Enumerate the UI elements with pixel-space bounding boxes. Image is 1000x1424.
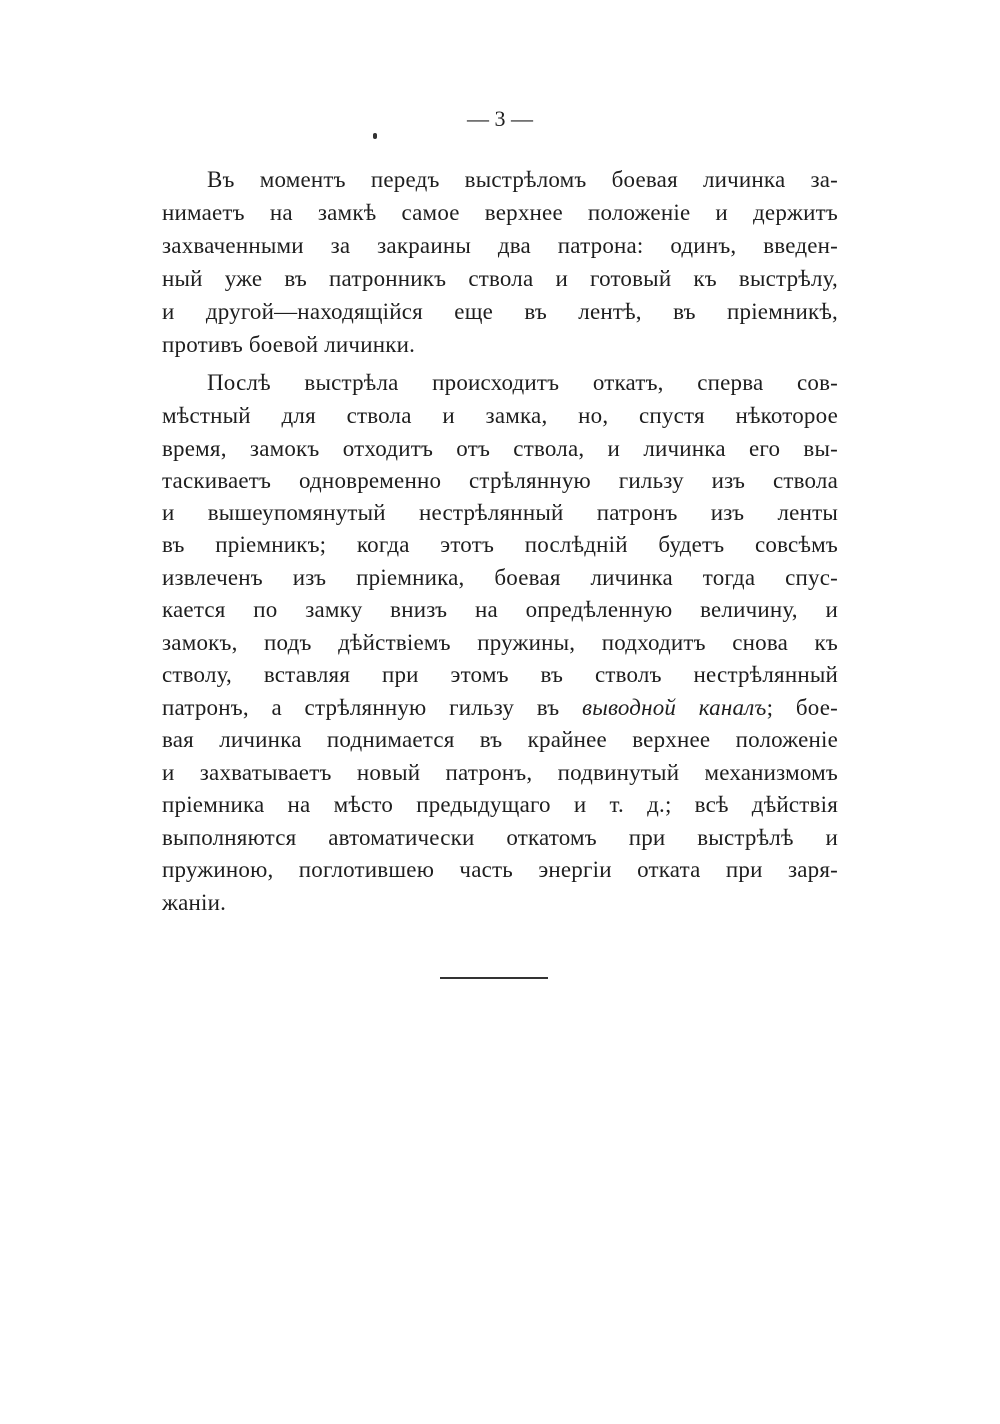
italic-term: выводной каналъ bbox=[582, 695, 767, 720]
text-line: Въ моментъ передъ выстрѣломъ боевая личинка за- bbox=[207, 167, 838, 192]
text-line: ный уже въ патронникъ ствола и готовый къ выстрѣлу, bbox=[162, 266, 838, 291]
text-line: мѣстный для ствола и замка, но, спустя нѣкоторое bbox=[162, 403, 838, 428]
end-rule bbox=[440, 977, 548, 979]
text-line: кается по замку внизъ на опредѣленную величину, и bbox=[162, 597, 838, 622]
text-line: и другой—находящійся еще въ лентѣ, въ пріемникѣ, bbox=[162, 299, 838, 324]
text-segment: патронъ, а стрѣлянную гильзу въ bbox=[162, 695, 583, 720]
text-line: жаніи. bbox=[162, 890, 227, 915]
text-segment: ; бое- bbox=[766, 695, 838, 720]
text-line: нимаетъ на замкѣ самое верхнее положеніе и держитъ bbox=[162, 200, 838, 225]
text-line: вая личинка поднимается въ крайнее верхнее положеніе bbox=[162, 727, 838, 752]
text-line bbox=[162, 693, 838, 723]
text-line: и вышеупомянутый нестрѣлянный патронъ изъ ленты bbox=[162, 500, 838, 525]
text-line: таскиваетъ одновременно стрѣлянную гильзу изъ ствола bbox=[162, 468, 838, 493]
text-line: въ пріемникъ; когда этотъ послѣдній будетъ совсѣмъ bbox=[162, 532, 838, 557]
page-number: — 3 — bbox=[467, 106, 533, 131]
text-line: и захватываетъ новый патронъ, подвинутый механизмомъ bbox=[162, 760, 838, 785]
text-line: захваченными за закраины два патрона: одинъ, введен- bbox=[162, 233, 838, 258]
text-line: извлеченъ изъ пріемника, боевая личинка тогда спус- bbox=[162, 565, 838, 590]
text-line: Послѣ выстрѣла происходитъ откатъ, сперва сов- bbox=[207, 370, 838, 395]
text-line: противъ боевой личинки. bbox=[162, 332, 416, 357]
text-line: стволу, вставляя при этомъ въ стволъ нестрѣлянный bbox=[162, 662, 838, 687]
text-line: время, замокъ отходитъ отъ ствола, и личинка его вы- bbox=[162, 436, 838, 461]
text-line: пріемника на мѣсто предыдущаго и т. д.; всѣ дѣйствія bbox=[162, 792, 838, 817]
text-line: выполняются автоматически откатомъ при выстрѣлѣ и bbox=[162, 825, 838, 850]
print-speck bbox=[373, 133, 377, 139]
text-line: замокъ, подъ дѣйствіемъ пружины, подходитъ снова къ bbox=[162, 630, 838, 655]
text-line: пружиною, поглотившею часть энергіи отката при заря- bbox=[162, 857, 838, 882]
